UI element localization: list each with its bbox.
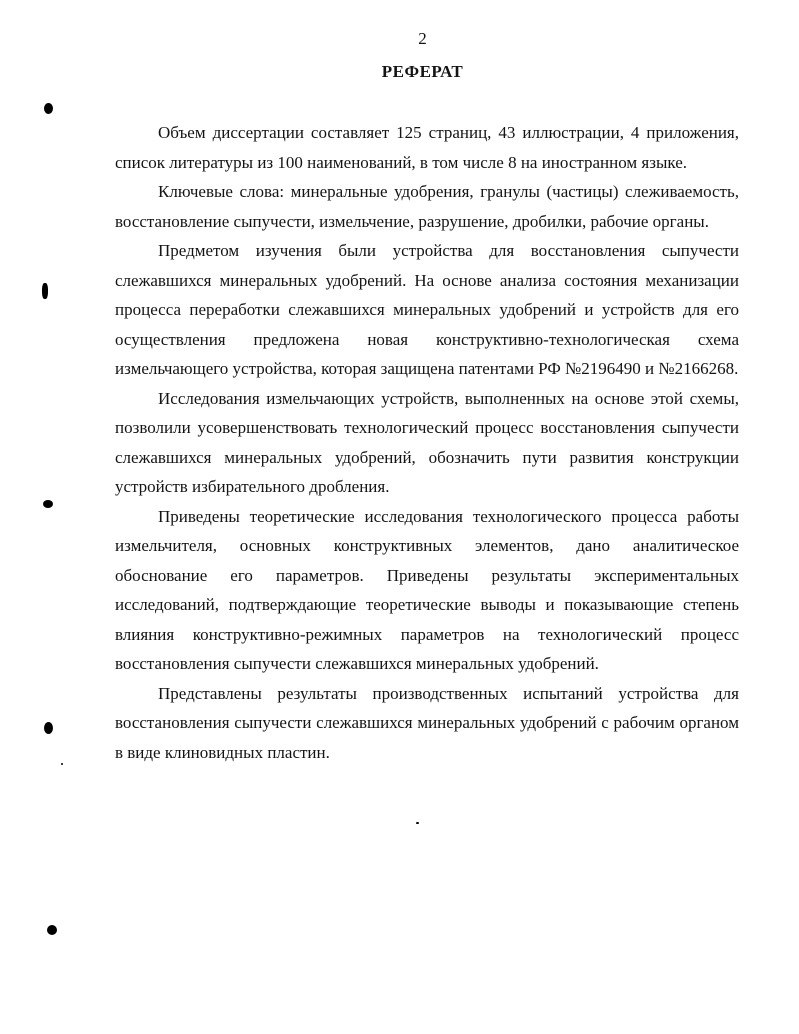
punch-hole-mark — [44, 722, 53, 734]
paragraph-subject: Предметом изучения были устройства для восстановления сыпучести слежавшихся минеральных удобрений. На основе анализа состояния механизации процесса переработки слежавшихся минеральных удобрений и устройств для его осуществления предложена новая конструктивно-технологическая схема измельчающего устройства, которая защищена патентами РФ №2196490 и №2166268. — [115, 241, 739, 378]
speck-mark — [416, 822, 419, 824]
punch-hole-mark — [43, 500, 53, 508]
paragraph-research: Исследования измельчающих устройств, выполненных на основе этой схемы, позволили усовершенствовать технологический процесс восстановления сыпучести слежавшихся минеральных удобрений, обозначить пути развития конструкции устройств избирательного дробления. — [115, 388, 739, 496]
abstract-body — [115, 118, 739, 767]
page-title: РЕФЕРАТ — [381, 62, 464, 81]
punch-hole-mark — [42, 283, 48, 299]
punch-hole-mark — [44, 103, 53, 114]
paragraph-volume: Объем диссертации составляет 125 страниц, 43 иллюстрации, 4 приложения, список литературы из 100 наименований, в том числе 8 на иностранном языке. — [115, 123, 739, 172]
paragraph-trials: Представлены результаты производственных испытаний устройства для восстановления сыпучести слежавшихся минеральных удобрений с рабочим органом в виде клиновидных пластин. — [115, 683, 739, 762]
page-number: 2 — [418, 29, 427, 48]
paragraph-keywords: Ключевые слова: минеральные удобрения, гранулы (частицы) слеживаемость, восстановление сыпучести, измельчение, разрушение, дробилки, рабочие органы. — [115, 182, 739, 231]
punch-hole-mark — [47, 925, 57, 935]
speck-mark — [61, 763, 63, 765]
paragraph-theory: Приведены теоретические исследования технологического процесса работы измельчителя, основных конструктивных элементов, дано аналитическое обоснование его параметров. Приведены результаты экспериментальных исследований, подтверждающие теоретические выводы и показывающие степень влияния конструктивно-режимных параметров на технологический процесс восстановления сыпучести слежавшихся минеральных удобрений. — [115, 506, 739, 673]
